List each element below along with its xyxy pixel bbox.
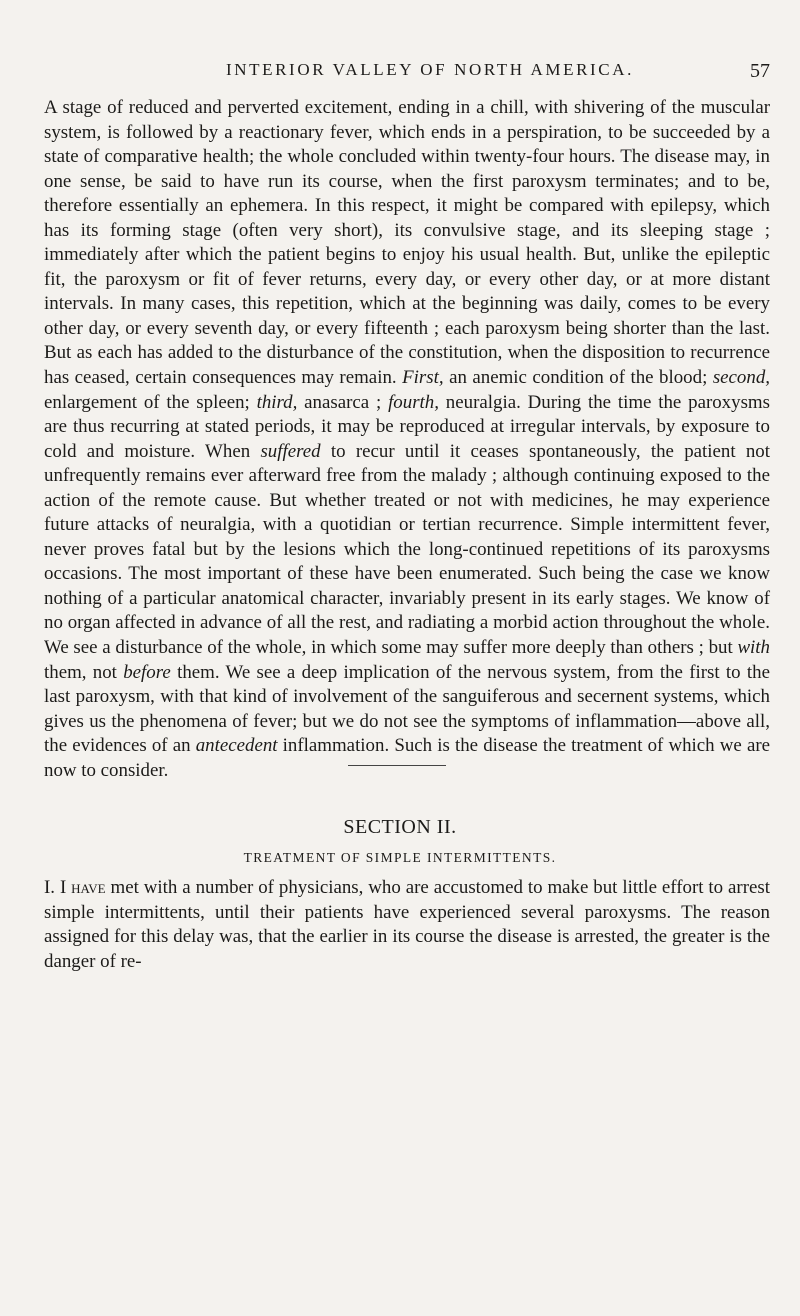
italic-term: suffered	[260, 440, 321, 462]
running-title: INTERIOR VALLEY OF NORTH AMERICA.	[226, 60, 634, 79]
paragraph-text	[44, 876, 770, 974]
text-run: neuralgia. During the time the paroxysms are thus recurring at stated periods, it may be reproduced at irregular intervals, by exposure to cold and moisture. When	[44, 391, 770, 462]
italic-term: third,	[256, 391, 298, 413]
text-run: an anemic condition of the blood;	[443, 367, 713, 389]
text-run: A stage of reduced and perverted excitement, ending in a chill, with shivering of the muscular system, is followed by a reactionary fever, which ends in a perspiration, to be succeeded by a state of comparative health; the whole concluded within twenty-four hours. The disease may, in one sense, be said to have run its course, when the first paroxysm terminates; and to be, therefore essentially an ephemera. In this respect, it might be compared with epilepsy, which has its forming stage (often very short), its convulsive stage, and its sleeping stage ; immediately after which the patient begins to enjoy his usual health. But, unlike the epileptic fit, the paroxysm or fit of fever returns, every day, or every other day, or at more distant intervals. In many cases, this repetition, which at the beginning was daily, comes to be every other day, or every seventh day, or every fifteenth ; each paroxysm being shorter than the last. But as each has added to the disturbance of the constitution, when the disposition to recurrence has ceased, certain consequences may remain.	[44, 97, 770, 389]
italic-term: second,	[712, 367, 770, 389]
text-run: anasarca ;	[297, 391, 389, 413]
section-heading: SECTION II.	[343, 816, 457, 838]
running-header	[120, 60, 740, 86]
text-run: them, not	[44, 661, 124, 683]
italic-term: First,	[402, 367, 444, 389]
main-paragraph	[44, 96, 770, 783]
text-run: inflammation. Such is the disease the treatment of which we are now to consider.	[44, 735, 771, 781]
section-paragraph	[44, 876, 770, 974]
text-run: enlargement of the spleen;	[44, 391, 257, 413]
italic-term: before	[123, 661, 171, 683]
page-number: 57	[750, 60, 770, 82]
section-subheading: TREATMENT OF SIMPLE INTERMITTENTS.	[243, 850, 557, 865]
smallcaps-word: have	[71, 877, 106, 898]
text-run: I. I	[44, 877, 72, 898]
text-run: them. We see a deep implication of the nervous system, from the first to the last paroxysm, with that kind of involvement of the sanguiferous and secernent systems, which gives us the phenomena of fever; but we do not see the symptoms of inflammation—above all, the evidences of an	[44, 661, 770, 757]
text-run: met with a number of physicians, who are accustomed to make but little effort to arrest simple intermittents, until their patients have experienced several paroxysms. The reason assigned for this delay was, that the earlier in its course the disease is arrested, the greater is the danger of re-	[44, 877, 770, 972]
text-run: to recur until it ceases spontaneously, the patient not unfrequently remains ever afterward free from the malady ; although continuing exposed to the action of the remote cause. But whether treated or not with medicines, he may experience future attacks of neuralgia, with a quotidian or tertian recurrence. Simple intermittent fever, never proves fatal but by the lesions which the long-continued repetitions of its paroxysms occasions. The most important of these have been enumerated. Such being the case we know nothing of a particular anatomical character, invariably present in its early stages. We know of no organ affected in advance of all the rest, and radiating a morbid action throughout the whole. We see a disturbance of the whole, in which some may suffer more deeply than others ; but	[44, 440, 770, 659]
italic-term: antecedent	[195, 735, 278, 757]
italic-term: fourth,	[388, 391, 439, 413]
paragraph-text	[44, 96, 770, 783]
italic-term: with	[737, 637, 770, 659]
section-divider	[348, 765, 446, 766]
